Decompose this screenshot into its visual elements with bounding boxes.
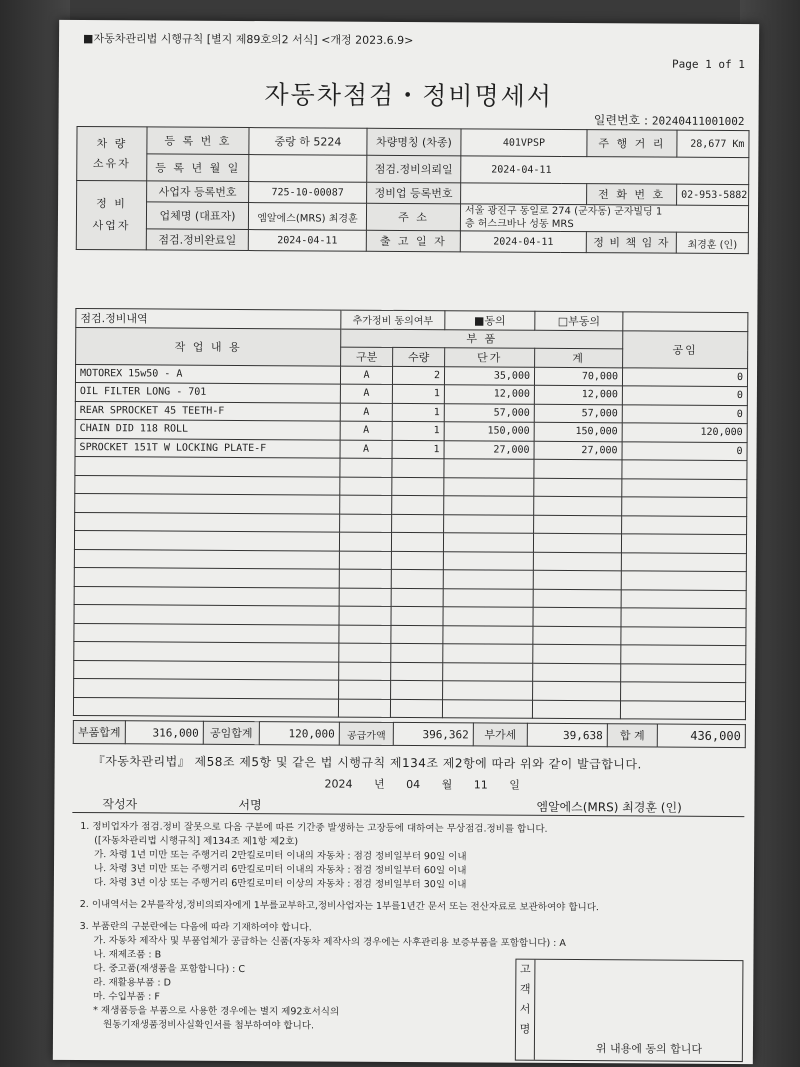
- item-name: [74, 549, 339, 569]
- labor-total-value: 120,000: [259, 722, 339, 745]
- item-qty: 1: [392, 440, 444, 459]
- phone-label: 전 화 번 호: [587, 184, 677, 206]
- item-amount: [533, 644, 621, 663]
- totals-row: [73, 720, 745, 747]
- item-amount: 27,000: [534, 441, 622, 460]
- item-amount: 150,000: [534, 422, 622, 441]
- item-unit-price: [443, 681, 533, 700]
- biz-no-value: 725-10-00087: [249, 182, 367, 204]
- serial-number: [594, 111, 745, 129]
- issue-year: 2024 년: [324, 777, 385, 791]
- item-labor: [621, 534, 746, 553]
- item-type: [339, 588, 391, 607]
- items-table: [73, 308, 748, 720]
- note-3a: 가. 자동차 제작사 및 부품업체가 공급하는 신품(자동차 제작사의 경우에는 사후관리용 보증부품을 포함합니다) : A: [93, 935, 566, 949]
- item-name: MOTOREX 15w50 - A: [75, 364, 340, 384]
- item-name: [74, 586, 339, 606]
- issue-date: [324, 776, 519, 793]
- item-name: SPROCKET 151T W LOCKING PLATE-F: [75, 438, 340, 458]
- item-unit-price: [443, 533, 533, 552]
- consent-yes: ■동의: [445, 311, 535, 330]
- note-2: 2. 이내역서는 2부를작성,정비의뢰자에게 1부를교부하고,정비사업자는 1부를1년간 문서 또는 전산자료로 보관하여야 합니다.: [79, 899, 599, 914]
- done-date-value: 2024-04-11: [248, 230, 366, 252]
- item-qty: 1: [392, 421, 444, 440]
- item-unit-price: [443, 644, 533, 663]
- item-qty: [391, 532, 443, 551]
- col-work: 작 업 내 용: [76, 327, 341, 366]
- item-type: [339, 643, 391, 662]
- item-qty: [391, 606, 443, 625]
- address-line-2: 층 허스크바나 성동 MRS: [464, 218, 574, 231]
- item-amount: [533, 589, 621, 608]
- reg-date-value: [249, 155, 367, 183]
- item-name: REAR SPROCKET 45 TEETH-F: [75, 401, 340, 421]
- item-name: [74, 530, 339, 550]
- item-type: [339, 569, 391, 588]
- item-qty: [391, 551, 443, 570]
- out-date-value: 2024-04-11: [460, 231, 586, 253]
- vehicle-group-line-1: 차 량: [96, 136, 128, 150]
- item-amount: [533, 626, 621, 645]
- shop-group-label: [76, 180, 146, 249]
- item-type: [339, 662, 391, 681]
- item-qty: [392, 458, 444, 477]
- item-type: A: [340, 366, 392, 385]
- item-name: [73, 697, 338, 717]
- item-amount: [534, 496, 622, 515]
- item-amount: [533, 681, 621, 700]
- writer-row: [78, 795, 728, 815]
- item-labor: [622, 515, 747, 534]
- item-name: [74, 623, 339, 643]
- item-labor: [621, 589, 746, 608]
- legal-statement: 『자동차관리법』 제58조 제5항 및 같은 법 시행규칙 제134조 제2항에 따라 위와 같이 발급합니다.: [92, 754, 642, 772]
- note-3d: 라. 재활용부품 : D: [93, 977, 172, 989]
- item-labor: 0: [622, 441, 747, 460]
- item-labor: 0: [622, 404, 747, 423]
- item-type: A: [340, 384, 392, 403]
- item-unit-price: [443, 662, 533, 681]
- item-labor: [621, 626, 746, 645]
- manager-value: 최경훈 (인): [676, 232, 748, 253]
- item-unit-price: 57,000: [444, 403, 534, 422]
- details-section-label: 점검.정비내역: [76, 308, 341, 328]
- item-amount: 12,000: [534, 385, 622, 404]
- item-name: [75, 493, 340, 513]
- totals-table: [73, 720, 746, 748]
- reg-no-label: 등 록 번 호: [147, 127, 249, 155]
- invoice-document: [53, 20, 759, 1064]
- item-qty: 1: [392, 403, 444, 422]
- item-type: [339, 532, 391, 551]
- sign-label: 서명: [238, 797, 262, 813]
- vat-label: 부가세: [473, 723, 527, 746]
- item-labor: 0: [622, 386, 747, 405]
- parts-total-value: 316,000: [125, 721, 203, 744]
- item-labor: 0: [622, 367, 747, 386]
- issue-month: 04 월: [406, 778, 453, 792]
- item-type: [338, 699, 390, 718]
- mileage-value: 28,677 Km: [677, 130, 749, 157]
- supply-label: 공급가액: [339, 722, 393, 745]
- item-qty: [391, 569, 443, 588]
- item-amount: [533, 570, 621, 589]
- note-1c: 나. 차령 3년 미만 또는 주행거리 6만킬로미터 이내의 자동차 : 점검 정비일부터 60일 이내: [93, 863, 467, 877]
- item-qty: [391, 625, 443, 644]
- item-unit-price: [442, 699, 532, 718]
- address-value: [460, 204, 748, 233]
- issue-day: 11 일: [473, 778, 520, 792]
- item-unit-price: 150,000: [444, 422, 534, 441]
- serial-value: 20240411001002: [651, 114, 745, 129]
- item-qty: [392, 495, 444, 514]
- item-qty: [391, 662, 443, 681]
- address-line-1: 서울 광진구 동일로 274 (군자동) 군자빌딩 1: [464, 205, 663, 218]
- item-type: A: [340, 421, 392, 440]
- shop-group-line-2: 사업자: [92, 219, 131, 233]
- item-qty: [390, 699, 442, 718]
- note-3: 3. 부품란의 구분란에는 다음에 따라 기재하여야 합니다.: [79, 921, 312, 934]
- serial-label: 일련번호 :: [593, 113, 649, 128]
- supply-value: 396,362: [393, 722, 473, 745]
- item-labor: [621, 645, 746, 664]
- item-labor: [621, 663, 746, 682]
- address-label: 주 소: [366, 203, 460, 231]
- item-type: [340, 495, 392, 514]
- item-unit-price: 12,000: [444, 385, 534, 404]
- customer-agree-text: 위 내용에 동의 합니다: [595, 1042, 703, 1056]
- reg-date-label: 등 록 년 월 일: [147, 154, 249, 182]
- note-1a: ([자동차관리법 시행규칙] 제134조 제1항 제2호): [94, 835, 299, 848]
- request-date-label: 점검.정비의뢰일: [367, 155, 461, 183]
- item-labor: 120,000: [622, 423, 747, 442]
- item-unit-price: 27,000: [444, 440, 534, 459]
- maint-no-label: 정비업 등록번호: [367, 182, 461, 204]
- item-labor: [622, 497, 747, 516]
- item-labor: [621, 552, 746, 571]
- model-value: 401VPSP: [461, 129, 587, 157]
- item-amount: [533, 607, 621, 626]
- item-type: [339, 625, 391, 644]
- item-labor: [621, 682, 746, 701]
- col-type: 구분: [341, 347, 393, 366]
- item-unit-price: [443, 607, 533, 626]
- note-3b: 나. 재제조품 : B: [93, 949, 162, 961]
- item-unit-price: [443, 551, 533, 570]
- item-name: [74, 678, 339, 698]
- item-qty: [391, 643, 443, 662]
- phone-value: 02-953-5882: [677, 184, 749, 205]
- item-amount: [534, 459, 622, 478]
- vat-value: 39,638: [527, 723, 607, 746]
- item-amount: [533, 533, 621, 552]
- form-header: ■자동차관리법 시행규칙 [별지 제89호의2 서식] <개정 2023.6.9>: [83, 32, 414, 48]
- item-unit-price: [444, 514, 534, 533]
- item-type: [339, 680, 391, 699]
- vehicle-group-line-2: 소유자: [92, 156, 131, 170]
- mileage-label: 주 행 거 리: [587, 130, 677, 158]
- note-3e: 마. 수입부품 : F: [93, 991, 160, 1003]
- item-qty: 2: [392, 366, 444, 385]
- item-qty: [391, 588, 443, 607]
- item-type: [339, 551, 391, 570]
- col-unit: 단가: [445, 348, 535, 367]
- col-qty: 수량: [393, 347, 445, 366]
- consent-blank: [623, 312, 748, 331]
- info-table: [76, 126, 750, 254]
- note-1d: 다. 차령 3년 이상 또는 주행거리 6만킬로미터 이상의 자동차 : 점검 정비일부터 30일 이내: [93, 877, 467, 891]
- item-unit-price: [443, 570, 533, 589]
- item-amount: [532, 700, 620, 719]
- col-labor: 공임: [623, 330, 748, 368]
- item-type: [339, 606, 391, 625]
- item-unit-price: [443, 625, 533, 644]
- item-name: [75, 475, 340, 495]
- item-type: [340, 477, 392, 496]
- manager-label: 정 비 책 임 자: [586, 232, 676, 254]
- item-name: [74, 641, 339, 661]
- page-number: Page 1 of 1: [672, 57, 745, 72]
- out-date-label: 출 고 일 자: [366, 230, 460, 252]
- col-parts: 부 품: [341, 329, 623, 349]
- vehicle-row-1: [77, 126, 749, 157]
- item-name: [74, 567, 339, 587]
- writer-label: 작성자: [102, 797, 138, 812]
- note-4b: 원동기재생품정비사실확인서를 첨부하여야 합니다.: [103, 1019, 315, 1032]
- vehicle-row-2: [77, 153, 749, 184]
- item-name: [74, 660, 339, 680]
- column-header-row-1: [76, 327, 748, 350]
- item-name: OIL FILTER LONG - 701: [75, 382, 340, 402]
- done-date-label: 점검.정비완료일: [146, 229, 248, 251]
- item-type: [340, 458, 392, 477]
- item-type: A: [340, 403, 392, 422]
- item-qty: 1: [392, 384, 444, 403]
- item-name: [75, 512, 340, 532]
- shop-row-3: [76, 228, 748, 253]
- customer-signature-box[interactable]: [515, 959, 744, 1062]
- item-amount: [533, 552, 621, 571]
- item-qty: [391, 680, 443, 699]
- item-unit-price: [444, 459, 534, 478]
- vehicle-group-label: [77, 126, 147, 180]
- item-amount: 57,000: [534, 404, 622, 423]
- note-1b: 가. 차령 1년 미만 또는 주행거리 2만킬로미터 이내의 자동차 : 점검 정비일부터 90일 이내: [94, 849, 467, 863]
- items-body: [73, 364, 747, 720]
- shop-group-line-1: 정 비: [96, 197, 127, 211]
- item-labor: [622, 478, 747, 497]
- company-signature: 엠알에스(MRS) 최경훈 (인): [536, 799, 682, 815]
- item-labor: [621, 571, 746, 590]
- item-qty: [392, 514, 444, 533]
- item-labor: [621, 608, 746, 627]
- item-name: CHAIN DID 118 ROLL: [75, 419, 340, 439]
- model-label: 차량명칭 (차종): [367, 128, 461, 156]
- item-labor: [622, 460, 747, 479]
- item-unit-price: [444, 477, 534, 496]
- item-unit-price: [444, 496, 534, 515]
- grand-total-value: 436,000: [657, 724, 745, 748]
- customer-sign-label: 고 객 서 명: [516, 960, 536, 1060]
- item-name: [74, 604, 339, 624]
- grand-total-label: 합 계: [607, 724, 657, 747]
- parts-total-label: 부품합계: [73, 720, 125, 743]
- item-amount: 70,000: [534, 367, 622, 386]
- shop-name-value: 엠알에스(MRS) 최경훈: [248, 203, 366, 231]
- labor-total-label: 공임합계: [203, 721, 259, 744]
- request-date-value: 2024-04-11: [461, 156, 749, 185]
- item-unit-price: [443, 588, 533, 607]
- maint-no-value: [461, 183, 587, 205]
- document-title: 자동차점검・정비명세서: [264, 80, 554, 111]
- item-name: [75, 456, 340, 476]
- shop-row-2: [76, 201, 748, 232]
- item-amount: [533, 663, 621, 682]
- consent-label: 추가정비 동의여부: [341, 310, 445, 329]
- item-amount: [534, 478, 622, 497]
- biz-no-label: 사업자 등록번호: [147, 181, 249, 203]
- item-type: [340, 514, 392, 533]
- consent-no: □부동의: [535, 311, 623, 330]
- item-type: A: [340, 440, 392, 459]
- item-labor: [620, 700, 745, 719]
- table-row: [73, 697, 745, 720]
- item-qty: [392, 477, 444, 496]
- shop-name-label: 업체명 (대표자): [146, 202, 248, 230]
- note-3c: 다. 중고품(재생품을 포함합니다) : C: [93, 963, 246, 976]
- note-1: 1. 정비업자가 점검.정비 잘못으로 다음 구분에 따른 기간중 발생하는 고장등에 대하여는 무상점검.정비를 합니다.: [80, 821, 548, 835]
- note-4: * 재생품등을 부품으로 사용한 경우에는 별지 제92호서식의: [93, 1005, 340, 1018]
- reg-no-value: 중랑 하 5224: [249, 128, 367, 156]
- item-amount: [534, 515, 622, 534]
- item-unit-price: 35,000: [444, 366, 534, 385]
- col-total: 계: [535, 348, 623, 367]
